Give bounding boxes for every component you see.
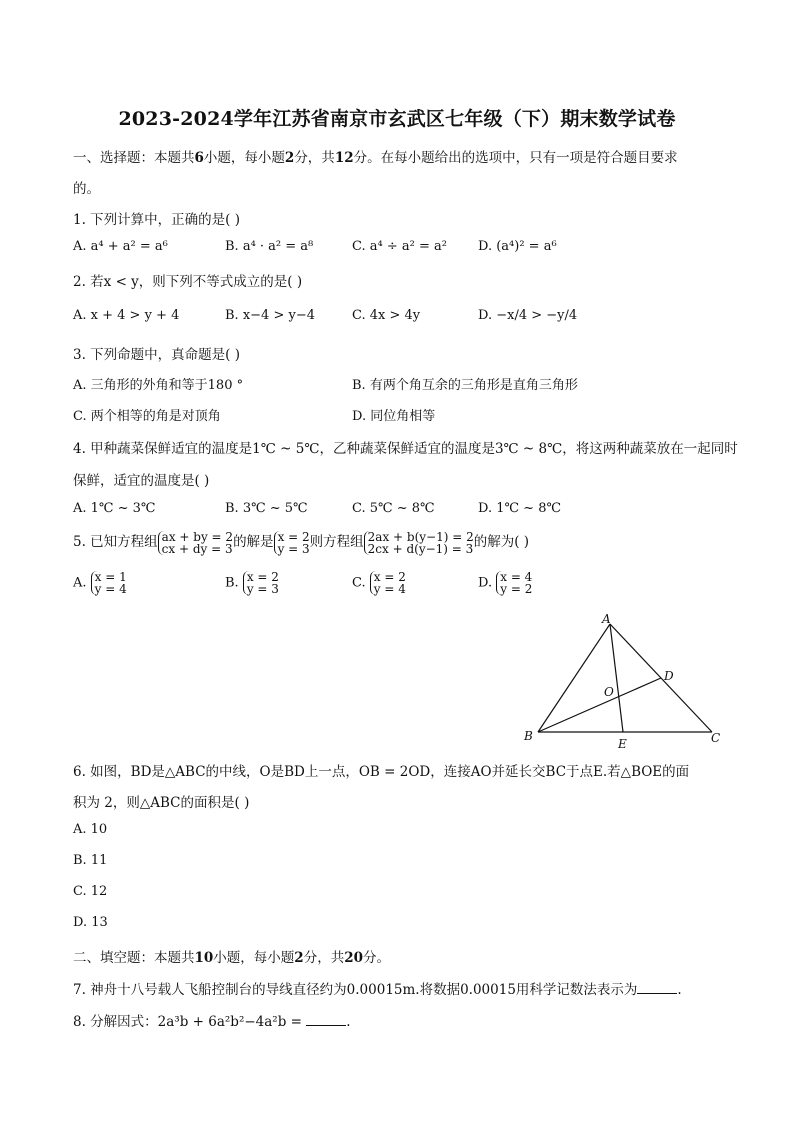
- section1-tail: 分。在每小题给出的选项中，只有一项是符合题目要求: [353, 150, 678, 166]
- section1-points: 2: [284, 150, 295, 166]
- section2-heading: [73, 946, 390, 966]
- q5-stem-end: 的解为( ): [473, 534, 530, 550]
- q3-option-b: B. 有两个角互余的三角形是直角三角形: [352, 378, 578, 393]
- label-a: A: [602, 612, 611, 626]
- section1-mid2: 分，共: [294, 150, 335, 166]
- q5-option-c: [352, 571, 406, 595]
- q2-option-d: D. −x/4 > −y/4: [478, 308, 578, 323]
- q5-system2: [364, 531, 474, 555]
- q2-option-a: A. x + 4 > y + 4: [73, 308, 180, 323]
- q7-stem: 7. 神舟十八号载人飞船控制台的导线直径约为0.00015m.将数据0.00015用科学记数法表示为 .: [73, 982, 682, 998]
- q4-stem-line1: 4. 甲种蔬菜保鲜适宜的温度是1℃ ~ 5℃，乙种蔬菜保鲜适宜的温度是3℃ ~ 8℃，将这两种蔬菜放在一起同时: [73, 441, 738, 457]
- q1-option-b: B. a⁴ · a² = a⁸: [225, 239, 314, 254]
- page-title: 2023-2024学年江苏省南京市玄武区七年级（下）期末数学试卷: [118, 108, 676, 130]
- q2-option-b: B. x−4 > y−4: [225, 308, 315, 323]
- q5-option-d: [478, 571, 532, 595]
- section1-mid1: 小题，每小题: [203, 150, 285, 166]
- q7-stem-text: 7. 神舟十八号载人飞船控制台的导线直径约为0.00015m.将数据0.00015用科学记数法表示为: [73, 982, 638, 998]
- q5-solution-y: y = 3: [277, 541, 310, 556]
- label-d: D: [664, 669, 674, 683]
- q1-option-c: C. a⁴ ÷ a² = a²: [352, 239, 447, 254]
- q5-solution: [274, 531, 310, 555]
- q5-option-b-y: y = 3: [246, 582, 279, 596]
- q5-option-d-y: y = 2: [500, 582, 533, 596]
- label-c: C: [711, 731, 721, 745]
- triangle-figure: [520, 612, 730, 752]
- q5-system2-eq1: 2ax + b(y−1) = 2: [367, 529, 474, 544]
- q5-option-d-label: D.: [478, 575, 493, 591]
- q3-option-a: A. 三角形的外角和等于180 °: [73, 378, 244, 393]
- q5-option-a-system: [91, 571, 127, 595]
- q5-option-b-x: x = 2: [246, 570, 279, 584]
- q7-answer-blank[interactable]: [637, 981, 677, 994]
- section2-points: 2: [294, 950, 304, 966]
- q8-answer-blank[interactable]: [306, 1013, 346, 1026]
- q5-option-a-label: A.: [73, 575, 87, 591]
- q6-option-c: C. 12: [73, 884, 108, 899]
- q4-stem-line2: 保鲜，适宜的温度是( ): [73, 473, 210, 489]
- section2-total: 20: [344, 950, 363, 966]
- q5-stem-mid2: 则方程组: [309, 534, 364, 550]
- q2-option-c: C. 4x > 4y: [352, 308, 421, 323]
- section1-heading-text: 一、选择题：本题共: [73, 150, 195, 166]
- q5-stem-mid1: 的解是: [233, 534, 274, 550]
- label-o: O: [604, 685, 614, 699]
- q3-option-d: D. 同位角相等: [352, 409, 436, 424]
- q6-option-d: D. 13: [73, 915, 108, 930]
- q4-option-b: B. 3℃ ~ 5℃: [225, 501, 308, 516]
- q1-option-d: D. (a⁴)² = a⁶: [478, 239, 557, 254]
- q5-option-b-label: B.: [225, 575, 239, 591]
- q5-system1-eq1: ax + by = 2: [161, 529, 234, 544]
- q5-system1: [158, 531, 233, 555]
- q5-option-c-y: y = 4: [373, 582, 406, 596]
- q6-option-a: A. 10: [73, 822, 108, 837]
- section2-mid2: 分，共: [303, 950, 345, 966]
- q8-stem: 8. 分解因式：2a³b + 6a²b²−4a²b = .: [73, 1014, 351, 1030]
- q6-option-b: B. 11: [73, 853, 108, 868]
- q5-option-b: [225, 571, 279, 595]
- label-b: B: [524, 729, 533, 743]
- q5-stem-pre: 5. 已知方程组: [73, 534, 158, 550]
- segment-ae: [610, 624, 623, 732]
- q4-option-a: A. 1℃ ~ 3℃: [73, 501, 156, 516]
- section2-heading-text: 二、填空题：本题共: [73, 950, 195, 966]
- q5-option-c-label: C.: [352, 575, 366, 591]
- q5-option-a: [73, 571, 127, 595]
- q4-option-c: C. 5℃ ~ 8℃: [352, 501, 435, 516]
- q8-stem-text: 8. 分解因式：2a³b + 6a²b²−4a²b =: [73, 1014, 302, 1030]
- q5-system1-eq2: cx + dy = 3: [161, 541, 233, 556]
- q5-solution-x: x = 2: [277, 529, 310, 544]
- q5-option-c-x: x = 2: [373, 570, 406, 584]
- q1-stem: 1. 下列计算中，正确的是( ): [73, 212, 240, 228]
- q5-option-d-x: x = 4: [500, 570, 533, 584]
- section2-tail: 分。: [363, 950, 390, 966]
- q1-option-a: A. a⁴ + a² = a⁶: [73, 239, 168, 254]
- section1-total: 12: [334, 150, 354, 166]
- label-e: E: [618, 737, 627, 751]
- q4-option-d: D. 1℃ ~ 8℃: [478, 501, 562, 516]
- section2-count: 10: [194, 950, 214, 966]
- q5-option-c-system: [370, 571, 406, 595]
- q3-option-c: C. 两个相等的角是对顶角: [73, 409, 221, 424]
- section1-heading-cont: 的。: [73, 181, 100, 197]
- q2-stem: 2. 若x < y，则下列不等式成立的是( ): [73, 274, 303, 290]
- q5-system2-eq2: 2cx + d(y−1) = 3: [367, 541, 474, 556]
- section2-mid1: 小题，每小题: [213, 950, 295, 966]
- q6-stem-line1: 6. 如图，BD是△ABC的中线，O是BD上一点，OB = 2OD，连接AO并延长交BC于点E.若△BOE的面: [73, 764, 690, 780]
- q5-option-a-x: x = 1: [94, 570, 127, 584]
- q6-stem-line2: 积为 2，则△ABC的面积是( ): [73, 795, 250, 811]
- section1-heading: [73, 146, 678, 166]
- q3-stem: 3. 下列命题中，真命题是( ): [73, 347, 240, 363]
- q5-option-a-y: y = 4: [94, 582, 127, 596]
- q5-stem: [73, 530, 529, 555]
- section1-count: 6: [194, 150, 204, 166]
- q5-option-b-system: [243, 571, 279, 595]
- q5-option-d-system: [496, 571, 532, 595]
